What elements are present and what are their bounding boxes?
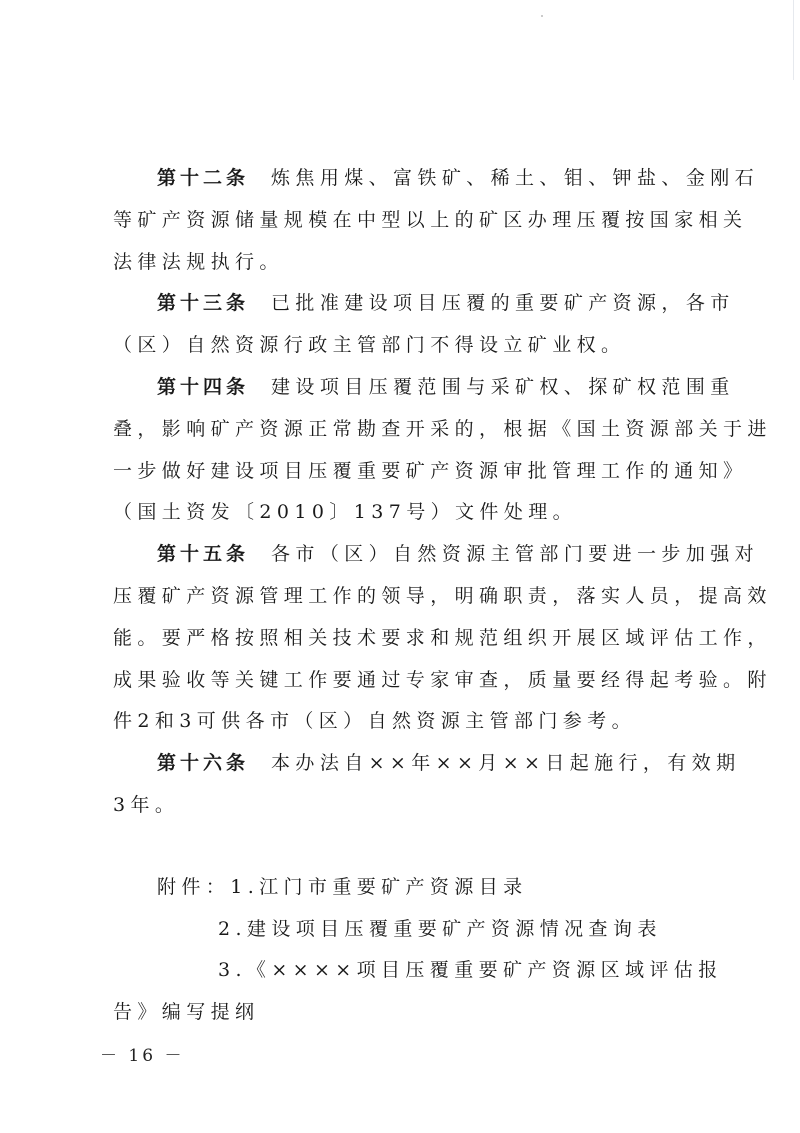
article-number: 第十二条 <box>157 167 250 189</box>
article-text: 炼焦用煤、富铁矿、稀土、钼、钾盐、金刚石 <box>271 167 760 189</box>
article-line: 成果验收等关键工作要通过专家审查，质量要经得起考验。附 <box>113 668 772 691</box>
article-12 <box>113 162 760 287</box>
article-line: 一步做好建设项目压覆重要矿产资源审批管理工作的通知》 <box>113 459 748 482</box>
article-line: 能。要严格按照相关技术要求和规范组织开展区域评估工作， <box>113 626 772 649</box>
article-text: 各市（区）自然资源主管部门要进一步加强对 <box>271 543 760 566</box>
article-line: 3年。 <box>113 793 180 816</box>
scan-speck <box>541 15 543 17</box>
article-number: 第十六条 <box>157 752 250 775</box>
attachment-line <box>113 871 693 913</box>
article-line: （区）自然资源行政主管部门不得设立矿业权。 <box>113 334 626 357</box>
attachment-item-continuation: 告》编写提纲 <box>113 1001 260 1024</box>
article-text: 已批准建设项目压覆的重要矿产资源，各市 <box>271 292 735 315</box>
article-line <box>113 538 760 580</box>
article-line: 法律法规执行。 <box>113 250 284 273</box>
article-line <box>113 162 760 204</box>
article-line <box>113 747 741 789</box>
article-13 <box>113 287 735 371</box>
article-number: 第十四条 <box>157 375 250 398</box>
article-16 <box>113 747 741 831</box>
page-number: － 16 － <box>100 1046 185 1066</box>
article-line <box>113 287 735 329</box>
article-text: 本办法自××年××月××日起施行，有效期 <box>271 752 741 775</box>
article-line: 件2和3可供各市（区）自然资源主管部门参考。 <box>113 710 636 733</box>
attachment-item: 1.江门市重要矿产资源目录 <box>230 875 528 898</box>
article-14 <box>113 371 772 538</box>
article-line: 等矿产资源储量规模在中型以上的矿区办理压覆按国家相关 <box>113 208 748 231</box>
attachment-item: 3.《××××项目压覆重要矿产资源区域评估报 <box>218 959 723 982</box>
article-15 <box>113 538 772 747</box>
article-number: 第十五条 <box>157 543 250 566</box>
article-line: 压覆矿产资源管理工作的领导，明确职责，落实人员，提高效 <box>113 584 772 607</box>
article-text: 建设项目压覆范围与采矿权、探矿权范围重 <box>271 375 735 398</box>
attachments-label: 附件： <box>157 875 231 898</box>
attachment-item: 2.建设项目压覆重要矿产资源情况查询表 <box>218 917 662 940</box>
page-edge <box>793 0 794 80</box>
attachments <box>113 871 723 1038</box>
spacer <box>113 831 693 871</box>
article-line: 叠，影响矿产资源正常勘查开采的，根据《国土资源部关于进 <box>113 417 772 440</box>
document-body <box>113 162 772 1038</box>
article-number: 第十三条 <box>157 292 250 315</box>
article-line <box>113 371 735 413</box>
article-line: （国土资发〔2010〕137号）文件处理。 <box>113 501 578 524</box>
